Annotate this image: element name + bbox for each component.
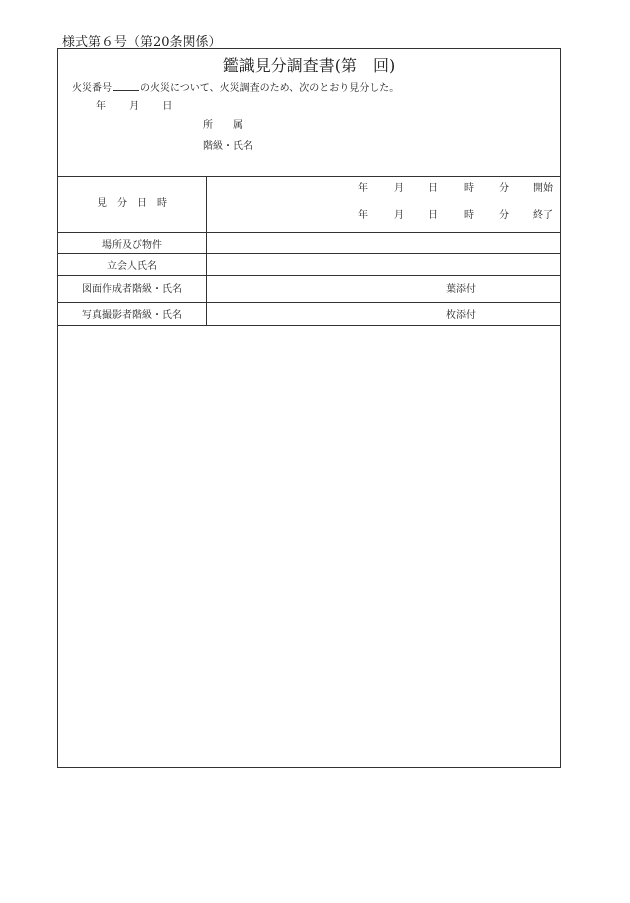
start-hour-unit: 時 <box>464 183 474 194</box>
drawing-creator-label: 図面作成者階級・氏名 <box>82 284 182 295</box>
row-divider <box>58 302 560 303</box>
intro-prefix: 火災番号 <box>72 83 112 94</box>
start-year-unit: 年 <box>358 183 368 194</box>
rank-name-label: 階級・氏名 <box>203 141 253 152</box>
form-number: 様式第６号（第20条関係） <box>62 35 222 50</box>
inspection-datetime-label: 見 分 日 時 <box>97 198 167 209</box>
end-label: 終了 <box>533 210 553 221</box>
witness-name-label: 立会人氏名 <box>107 261 157 272</box>
row-divider <box>58 275 560 276</box>
affiliation-label: 所 属 <box>203 120 243 131</box>
start-day-unit: 日 <box>428 183 438 194</box>
report-date <box>96 97 172 112</box>
sheets-attached-label: 葉添付 <box>446 284 476 295</box>
photographer-label: 写真撮影者階級・氏名 <box>82 310 182 321</box>
intro-suffix: の火災について、火災調査のため、次のとおり見分した。 <box>140 83 400 94</box>
start-label: 開始 <box>533 183 553 194</box>
table-top-border <box>58 176 560 177</box>
column-divider <box>206 176 207 325</box>
start-month-unit: 月 <box>394 183 404 194</box>
row-divider <box>58 232 560 233</box>
report-date-month: 月 <box>129 101 140 112</box>
end-minute-unit: 分 <box>499 210 509 221</box>
fire-number-blank[interactable] <box>113 80 139 91</box>
report-date-day: 日 <box>162 101 173 112</box>
end-day-unit: 日 <box>428 210 438 221</box>
end-year-unit: 年 <box>358 210 368 221</box>
page-title: 鑑識見分調査書(第 回) <box>222 56 396 75</box>
end-hour-unit: 時 <box>464 210 474 221</box>
start-minute-unit: 分 <box>499 183 509 194</box>
intro-statement <box>72 79 399 94</box>
end-month-unit: 月 <box>394 210 404 221</box>
report-date-year: 年 <box>96 101 106 112</box>
row-divider <box>58 253 560 254</box>
report-form <box>57 48 561 768</box>
notes-area[interactable] <box>58 326 560 767</box>
location-objects-label: 場所及び物件 <box>102 240 162 251</box>
photos-attached-label: 枚添付 <box>446 310 476 321</box>
